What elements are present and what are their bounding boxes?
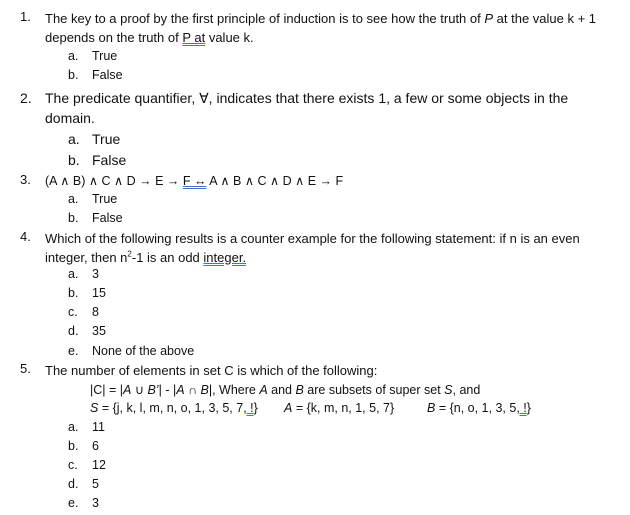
- option-b: b. False: [68, 68, 123, 82]
- question-number: 4.: [20, 229, 31, 244]
- option-a: a. True: [68, 131, 121, 147]
- question-text: (A ∧ B) ∧ C ∧ D → E → F ↔ A ∧ B ∧ C ∧ D ∧ E → F: [45, 174, 344, 188]
- spellcheck-underline: F ↔: [182, 174, 207, 188]
- question-number: 2.: [20, 90, 32, 106]
- formula-line: |C| = |A ∪ B’| - |A ∩ B|, Where A and B are subsets of super set S, and: [90, 383, 481, 397]
- option-a: a. True: [68, 192, 118, 206]
- question-text: The key to a proof by the first principle of induction is to see how the truth of P at the value k + 1 depends on the truth of P at value k.: [45, 11, 597, 45]
- option-c: c. 12: [68, 458, 106, 472]
- question-text: Which of the following results is a counter example for the following statement: if n is an even integer, then $n^2-1$ is an odd integer.: [45, 231, 580, 265]
- option-b: b. False: [68, 211, 123, 225]
- set-a-definition: A = {k, m, n, 1, 5, 7}: [284, 401, 395, 415]
- spellcheck-underline: P at: [182, 30, 206, 45]
- option-c: c. 8: [68, 305, 99, 319]
- question-number: 5.: [20, 361, 31, 376]
- option-e: e. 3: [68, 496, 99, 510]
- option-d: d. 5: [68, 477, 99, 491]
- option-d: d. 35: [68, 324, 106, 338]
- option-b: b. False: [68, 152, 127, 168]
- spellcheck-underline: integer.: [203, 250, 247, 265]
- question-text: The number of elements in set C is which of the following:: [45, 363, 378, 378]
- question-number: 3.: [20, 172, 31, 187]
- option-b: b. 6: [68, 439, 99, 453]
- set-s-definition: S = {j, k, l, m, n, o, 1, 3, 5, 7, !}: [90, 401, 258, 415]
- question-text: The predicate quantifier, ∀, indicates that there exists 1, a few or some objects in the domain.: [45, 90, 569, 126]
- question-number: 1.: [20, 9, 31, 24]
- option-e: e. None of the above: [68, 344, 195, 358]
- option-a: a. True: [68, 49, 118, 63]
- option-a: a. 3: [68, 267, 99, 281]
- set-b-definition: B = {n, o, 1, 3, 5, !}: [427, 401, 531, 415]
- option-b: b. 15: [68, 286, 106, 300]
- option-a: a. 11: [68, 420, 105, 434]
